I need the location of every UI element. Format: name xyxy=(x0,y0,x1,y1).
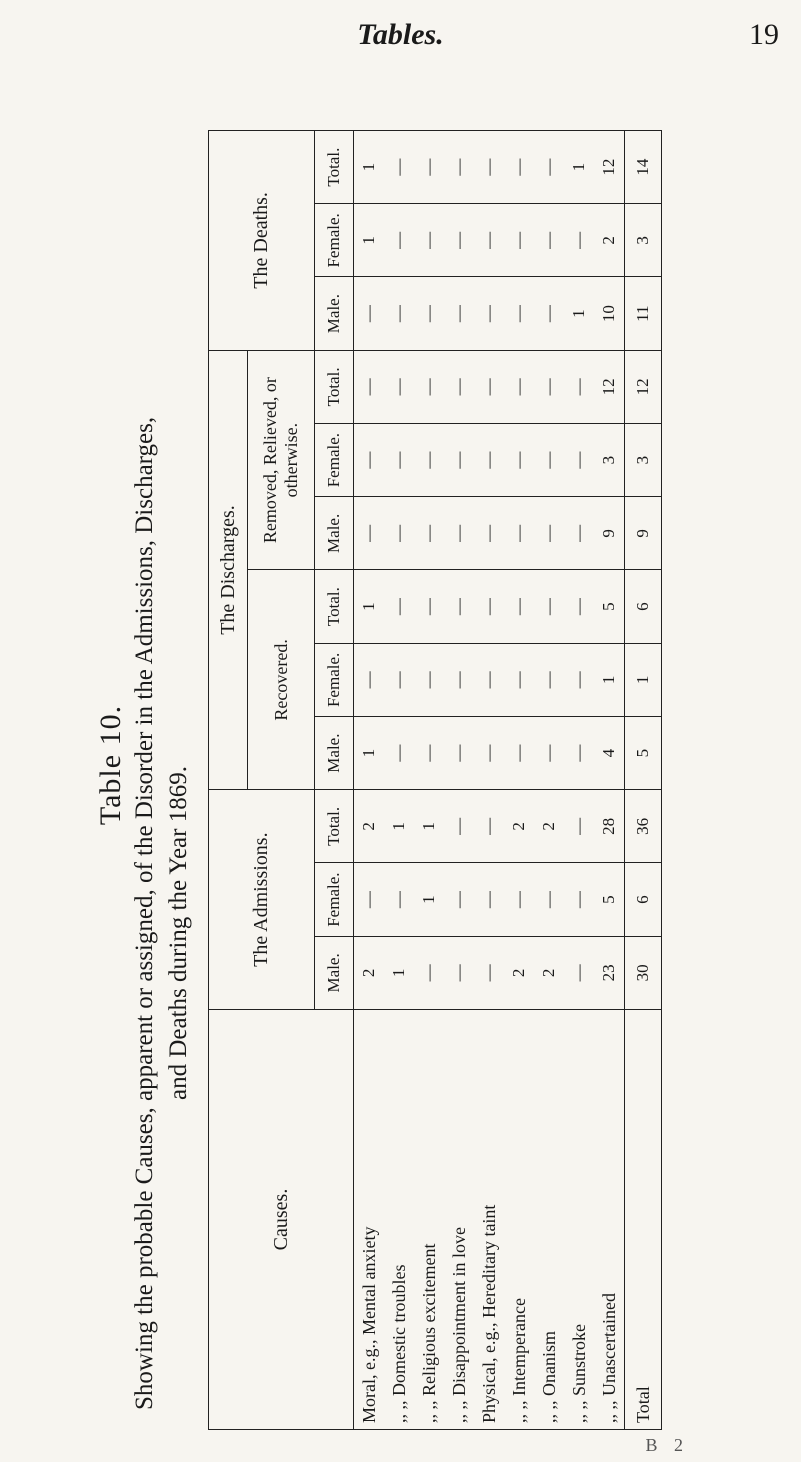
value-cell-adm-m: — xyxy=(444,936,474,1009)
page-header xyxy=(0,0,801,60)
recovered-female-header: Female. xyxy=(315,643,354,716)
value-cell-rec-t: — xyxy=(534,570,564,643)
value-cell-rem-m: — xyxy=(354,497,385,570)
table-row xyxy=(444,131,474,1430)
value-cell-rec-t: 6 xyxy=(625,570,662,643)
table-row xyxy=(504,131,534,1430)
value-cell-rem-f: — xyxy=(504,424,534,497)
value-cell-rec-m: — xyxy=(564,717,594,790)
value-cell-adm-t: 2 xyxy=(534,790,564,863)
caption-line-1: Showing the probable Causes, apparent or assigned, of the Disorder in the Admissions, Discharges, xyxy=(131,416,158,1410)
value-cell-adm-t: — xyxy=(474,790,504,863)
value-cell-rec-m: — xyxy=(444,717,474,790)
value-cell-adm-m: — xyxy=(414,936,444,1009)
running-title: Tables. xyxy=(357,18,444,51)
cause-cell: ,, ,, Domestic troubles xyxy=(384,1010,414,1430)
value-cell-adm-t: 2 xyxy=(354,790,385,863)
value-cell-adm-f: — xyxy=(354,863,385,936)
value-cell-adm-f: — xyxy=(384,863,414,936)
value-cell-adm-t: 1 xyxy=(384,790,414,863)
page-number: 19 xyxy=(749,18,779,51)
recovered-male-header: Male. xyxy=(315,717,354,790)
cause-cell: ,, ,, Sunstroke xyxy=(564,1010,594,1430)
value-cell-dth-f: — xyxy=(474,204,504,277)
value-cell-rec-m: — xyxy=(474,717,504,790)
value-cell-rem-t: — xyxy=(414,350,444,423)
removed-total-header: Total. xyxy=(315,350,354,423)
table-row xyxy=(354,131,385,1430)
value-cell-rem-m: 9 xyxy=(625,497,662,570)
value-cell-dth-t: 12 xyxy=(594,131,625,204)
value-cell-rem-t: — xyxy=(384,350,414,423)
deaths-header: The Deaths. xyxy=(209,131,315,351)
value-cell-rec-m: — xyxy=(534,717,564,790)
value-cell-rem-t: — xyxy=(534,350,564,423)
value-cell-rem-m: — xyxy=(534,497,564,570)
value-cell-rec-m: 4 xyxy=(594,717,625,790)
value-cell-adm-t: 28 xyxy=(594,790,625,863)
value-cell-adm-f: — xyxy=(474,863,504,936)
value-cell-rec-m: — xyxy=(384,717,414,790)
value-cell-rem-t: — xyxy=(504,350,534,423)
value-cell-rec-f: — xyxy=(354,643,385,716)
value-cell-dth-t: — xyxy=(504,131,534,204)
value-cell-rec-m: 1 xyxy=(354,717,385,790)
value-cell-dth-t: — xyxy=(414,131,444,204)
value-cell-adm-f: 6 xyxy=(625,863,662,936)
value-cell-rec-f: — xyxy=(444,643,474,716)
value-cell-rec-t: — xyxy=(564,570,594,643)
value-cell-rem-t: — xyxy=(564,350,594,423)
recovered-total-header: Total. xyxy=(315,570,354,643)
cause-cell: ,, ,, Unascertained xyxy=(594,1010,625,1430)
cause-cell: Moral, e.g., Mental anxiety xyxy=(354,1010,385,1430)
cause-cell: ,, ,, Intemperance xyxy=(504,1010,534,1430)
value-cell-rem-f: 3 xyxy=(625,424,662,497)
rotated-table-block xyxy=(90,90,653,1440)
value-cell-rec-t: 5 xyxy=(594,570,625,643)
table-row xyxy=(534,131,564,1430)
value-cell-adm-f: — xyxy=(534,863,564,936)
value-cell-adm-m: 2 xyxy=(534,936,564,1009)
signature-mark: B 2 xyxy=(645,1435,689,1455)
value-cell-rec-t: — xyxy=(504,570,534,643)
value-cell-dth-m: — xyxy=(534,277,564,350)
value-cell-adm-m: 30 xyxy=(625,936,662,1009)
value-cell-rec-t: — xyxy=(384,570,414,643)
value-cell-rem-m: — xyxy=(504,497,534,570)
table-row xyxy=(384,131,414,1430)
value-cell-rem-m: — xyxy=(444,497,474,570)
caption-line-2: and Deaths during the Year 1869. xyxy=(165,766,192,1100)
value-cell-dth-m: — xyxy=(504,277,534,350)
value-cell-adm-t: 36 xyxy=(625,790,662,863)
cause-cell: ,, ,, Religious excitement xyxy=(414,1010,444,1430)
cause-cell: Physical, e.g., Hereditary taint xyxy=(474,1010,504,1430)
value-cell-rem-f: — xyxy=(414,424,444,497)
table-caption xyxy=(90,90,210,1440)
value-cell-dth-f: — xyxy=(504,204,534,277)
causes-header: Causes. xyxy=(209,1010,354,1430)
value-cell-dth-m: — xyxy=(354,277,385,350)
deaths-female-header: Female. xyxy=(315,204,354,277)
value-cell-rem-f: — xyxy=(564,424,594,497)
value-cell-dth-m: — xyxy=(444,277,474,350)
discharges-header: The Discharges. xyxy=(209,350,248,790)
value-cell-rem-t: — xyxy=(444,350,474,423)
table-row xyxy=(474,131,504,1430)
value-cell-rec-f: — xyxy=(414,643,444,716)
value-cell-dth-f: — xyxy=(564,204,594,277)
value-cell-adm-f: — xyxy=(444,863,474,936)
value-cell-adm-m: 1 xyxy=(384,936,414,1009)
value-cell-rec-m: 5 xyxy=(625,717,662,790)
table-number: Table 10. xyxy=(94,704,127,826)
value-cell-dth-m: — xyxy=(414,277,444,350)
deaths-total-header: Total. xyxy=(315,131,354,204)
admissions-male-header: Male. xyxy=(315,936,354,1009)
causes-table xyxy=(208,130,662,1430)
table-row xyxy=(414,131,444,1430)
value-cell-dth-f: — xyxy=(414,204,444,277)
value-cell-dth-f: 1 xyxy=(354,204,385,277)
value-cell-adm-t: — xyxy=(444,790,474,863)
value-cell-adm-m: 2 xyxy=(504,936,534,1009)
value-cell-adm-m: — xyxy=(474,936,504,1009)
value-cell-adm-m: 2 xyxy=(354,936,385,1009)
admissions-female-header: Female. xyxy=(315,863,354,936)
cause-cell: Total xyxy=(625,1010,662,1430)
value-cell-rem-m: 9 xyxy=(594,497,625,570)
value-cell-adm-f: 1 xyxy=(414,863,444,936)
value-cell-rec-f: — xyxy=(384,643,414,716)
value-cell-dth-f: — xyxy=(534,204,564,277)
value-cell-rec-f: 1 xyxy=(594,643,625,716)
value-cell-dth-m: 11 xyxy=(625,277,662,350)
table-body xyxy=(354,131,662,1430)
removed-male-header: Male. xyxy=(315,497,354,570)
value-cell-rec-f: — xyxy=(534,643,564,716)
value-cell-dth-t: 1 xyxy=(564,131,594,204)
total-row xyxy=(625,131,662,1430)
value-cell-dth-m: 10 xyxy=(594,277,625,350)
value-cell-rec-t: — xyxy=(414,570,444,643)
value-cell-adm-f: — xyxy=(504,863,534,936)
value-cell-dth-f: — xyxy=(444,204,474,277)
value-cell-rem-f: — xyxy=(534,424,564,497)
value-cell-adm-f: — xyxy=(564,863,594,936)
value-cell-rec-f: — xyxy=(564,643,594,716)
value-cell-adm-t: 2 xyxy=(504,790,534,863)
value-cell-rem-m: — xyxy=(564,497,594,570)
value-cell-adm-t: 1 xyxy=(414,790,444,863)
removed-header: Removed, Relieved, or otherwise. xyxy=(248,350,315,570)
value-cell-dth-t: — xyxy=(444,131,474,204)
value-cell-rem-f: — xyxy=(444,424,474,497)
value-cell-dth-t: — xyxy=(384,131,414,204)
cause-cell: ,, ,, Onanism xyxy=(534,1010,564,1430)
value-cell-rec-f: — xyxy=(474,643,504,716)
table-row xyxy=(564,131,594,1430)
value-cell-dth-t: — xyxy=(534,131,564,204)
admissions-total-header: Total. xyxy=(315,790,354,863)
value-cell-rem-f: — xyxy=(474,424,504,497)
value-cell-rec-m: — xyxy=(414,717,444,790)
value-cell-dth-f: 3 xyxy=(625,204,662,277)
value-cell-dth-f: — xyxy=(384,204,414,277)
recovered-header: Recovered. xyxy=(248,570,315,790)
value-cell-rem-m: — xyxy=(384,497,414,570)
value-cell-rem-t: 12 xyxy=(594,350,625,423)
value-cell-dth-f: 2 xyxy=(594,204,625,277)
value-cell-rec-f: — xyxy=(504,643,534,716)
table-row xyxy=(594,131,625,1430)
value-cell-dth-t: 14 xyxy=(625,131,662,204)
value-cell-dth-m: — xyxy=(384,277,414,350)
value-cell-rem-t: — xyxy=(354,350,385,423)
value-cell-rem-f: — xyxy=(354,424,385,497)
value-cell-rem-m: — xyxy=(414,497,444,570)
value-cell-dth-m: — xyxy=(474,277,504,350)
value-cell-rem-f: — xyxy=(384,424,414,497)
value-cell-adm-f: 5 xyxy=(594,863,625,936)
value-cell-dth-t: 1 xyxy=(354,131,385,204)
value-cell-dth-t: — xyxy=(474,131,504,204)
value-cell-rec-f: 1 xyxy=(625,643,662,716)
value-cell-rec-m: — xyxy=(504,717,534,790)
value-cell-rec-t: 1 xyxy=(354,570,385,643)
value-cell-adm-t: — xyxy=(564,790,594,863)
value-cell-rec-t: — xyxy=(444,570,474,643)
deaths-male-header: Male. xyxy=(315,277,354,350)
value-cell-rem-t: — xyxy=(474,350,504,423)
value-cell-rem-m: — xyxy=(474,497,504,570)
cause-cell: ,, ,, Disappointment in love xyxy=(444,1010,474,1430)
value-cell-rec-t: — xyxy=(474,570,504,643)
admissions-header: The Admissions. xyxy=(209,790,315,1010)
removed-female-header: Female. xyxy=(315,424,354,497)
value-cell-dth-m: 1 xyxy=(564,277,594,350)
value-cell-adm-m: 23 xyxy=(594,936,625,1009)
value-cell-rem-f: 3 xyxy=(594,424,625,497)
value-cell-adm-m: — xyxy=(564,936,594,1009)
value-cell-rem-t: 12 xyxy=(625,350,662,423)
